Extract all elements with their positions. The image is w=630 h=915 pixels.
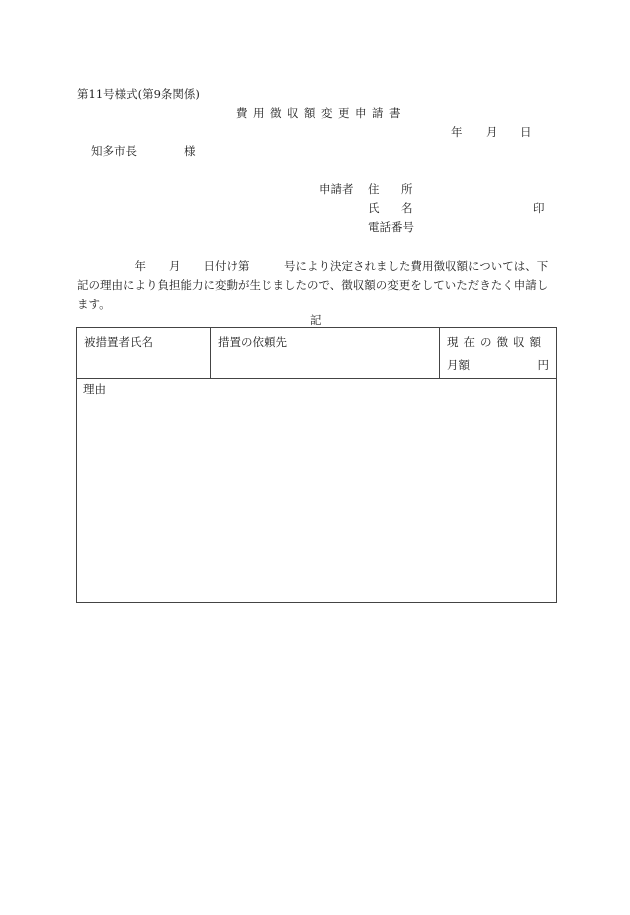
date-year-label: 年: [451, 125, 463, 139]
address-label-2: 所: [401, 182, 413, 196]
name-label-2: 名: [401, 201, 413, 215]
body-paragraph: 年 月 日付け第 号により決定されました費用徴収額については、下記の理由により負担能力に変動が生じましたので、徴収額の変更をしていただきたく申請します。: [77, 259, 549, 311]
seal-label: 印: [533, 201, 545, 215]
applicant-label: 申請者: [319, 182, 354, 196]
document-title: 費用徴収額変更申請書: [236, 106, 406, 120]
addressee: 知多市長: [91, 144, 137, 158]
form-number: 第11号様式(第9条関係): [77, 87, 200, 101]
request-to-label: 措置の依頼先: [218, 335, 287, 349]
current-amount-label: 現在の徴収額: [447, 335, 546, 349]
details-table: [76, 327, 557, 603]
current-amount-cell[interactable]: [440, 328, 556, 378]
request-to-cell[interactable]: [211, 328, 440, 378]
addressee-suffix: 様: [184, 144, 196, 158]
address-label-1: 住: [368, 182, 380, 196]
monthly-label: 月額: [447, 358, 470, 372]
reason-label: 理由: [83, 382, 106, 396]
yen-label: 円: [537, 358, 549, 372]
phone-label: 電話番号: [368, 220, 414, 234]
date-day-label: 日: [520, 125, 532, 139]
name-label-1: 氏: [368, 201, 380, 215]
person-name-label: 被措置者氏名: [84, 335, 153, 349]
ki-heading: 記: [310, 313, 322, 327]
table-header-row: [77, 328, 556, 379]
date-month-label: 月: [486, 125, 498, 139]
person-name-cell[interactable]: [77, 328, 211, 378]
